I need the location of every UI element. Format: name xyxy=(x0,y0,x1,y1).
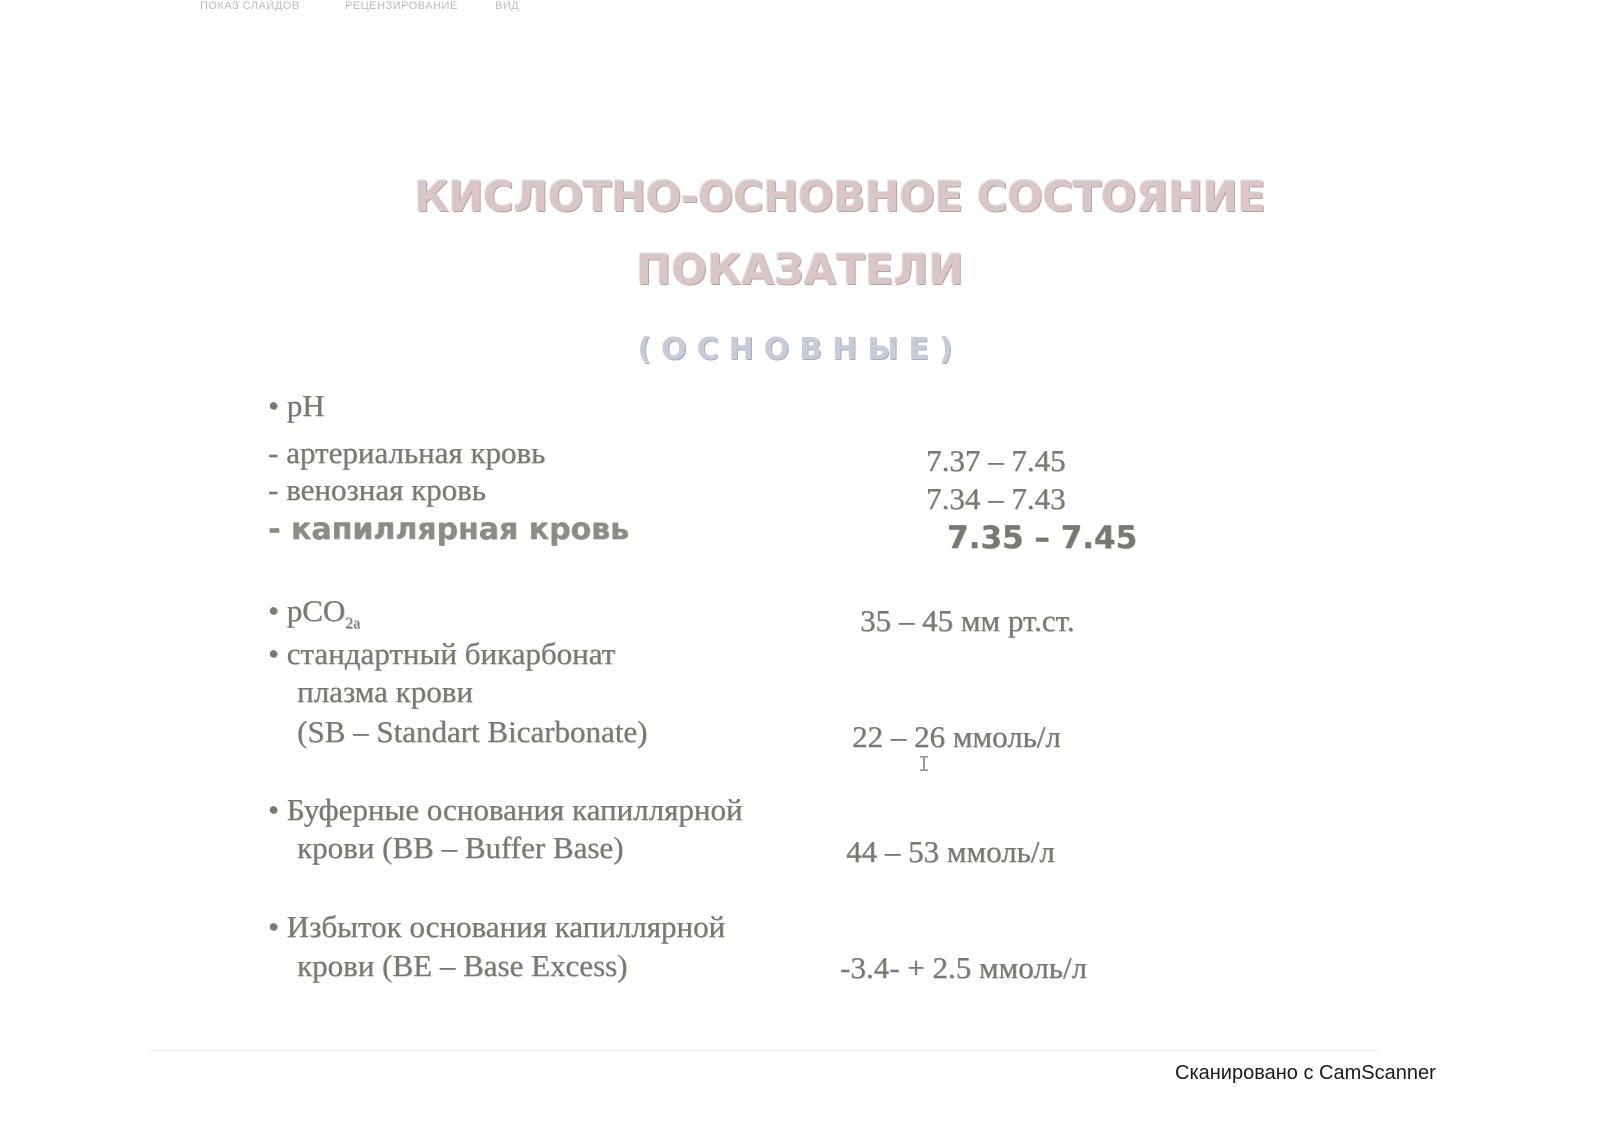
sb-value: 22 – 26 ммоль/л xyxy=(852,719,1061,754)
sb-label-line1: • стандартный бикарбонат xyxy=(268,636,616,671)
bb-label-line1: • Буферные основания капиллярной xyxy=(268,792,743,827)
slide-subtitle: (ОСНОВНЫЕ) xyxy=(637,332,963,367)
sb-label-line2: плазма крови xyxy=(297,674,473,709)
bb-value: 44 – 53 ммоль/л xyxy=(846,834,1055,869)
be-label-line1: • Избыток основания капиллярной xyxy=(268,909,726,944)
slide-title-line2: ПОКАЗАТЕЛИ xyxy=(636,245,964,294)
text-cursor-icon: I xyxy=(918,752,931,776)
slide-title-line1: КИСЛОТНО-ОСНОВНОЕ СОСТОЯНИЕ xyxy=(414,172,1266,221)
venous-blood-value: 7.34 – 7.43 xyxy=(926,481,1066,516)
camscanner-watermark: Сканировано с CamScanner xyxy=(1175,1062,1436,1084)
pco2-value: 35 – 45 мм рт.ст. xyxy=(860,603,1075,638)
ribbon-item: ПОКАЗ СЛАЙДОВ xyxy=(200,0,300,12)
pco2-label-text: • pCO xyxy=(268,593,346,628)
capillary-blood-value: 7.35 – 7.45 xyxy=(947,520,1138,556)
venous-blood-label: - венозная кровь xyxy=(268,472,486,507)
capillary-blood-label: - капиллярная кровь xyxy=(268,512,630,547)
be-label-line2: крови (BE – Base Excess) xyxy=(297,948,628,983)
arterial-blood-value: 7.37 – 7.45 xyxy=(926,443,1066,478)
pco2-label-subscript: 2а xyxy=(345,615,361,633)
ribbon-item: РЕЦЕНЗИРОВАНИЕ xyxy=(345,0,458,12)
ribbon-item: ВИД xyxy=(495,0,520,12)
bb-label-line2: крови (BB – Buffer Base) xyxy=(297,830,624,865)
pco2-label xyxy=(268,593,360,633)
be-value: -3.4- + 2.5 ммоль/л xyxy=(840,950,1087,985)
ph-label: • pH xyxy=(268,388,325,423)
arterial-blood-label: - артериальная кровь xyxy=(268,435,546,470)
sb-label-line3: (SB – Standart Bicarbonate) xyxy=(297,714,648,749)
page-bottom-edge xyxy=(150,1050,1380,1051)
